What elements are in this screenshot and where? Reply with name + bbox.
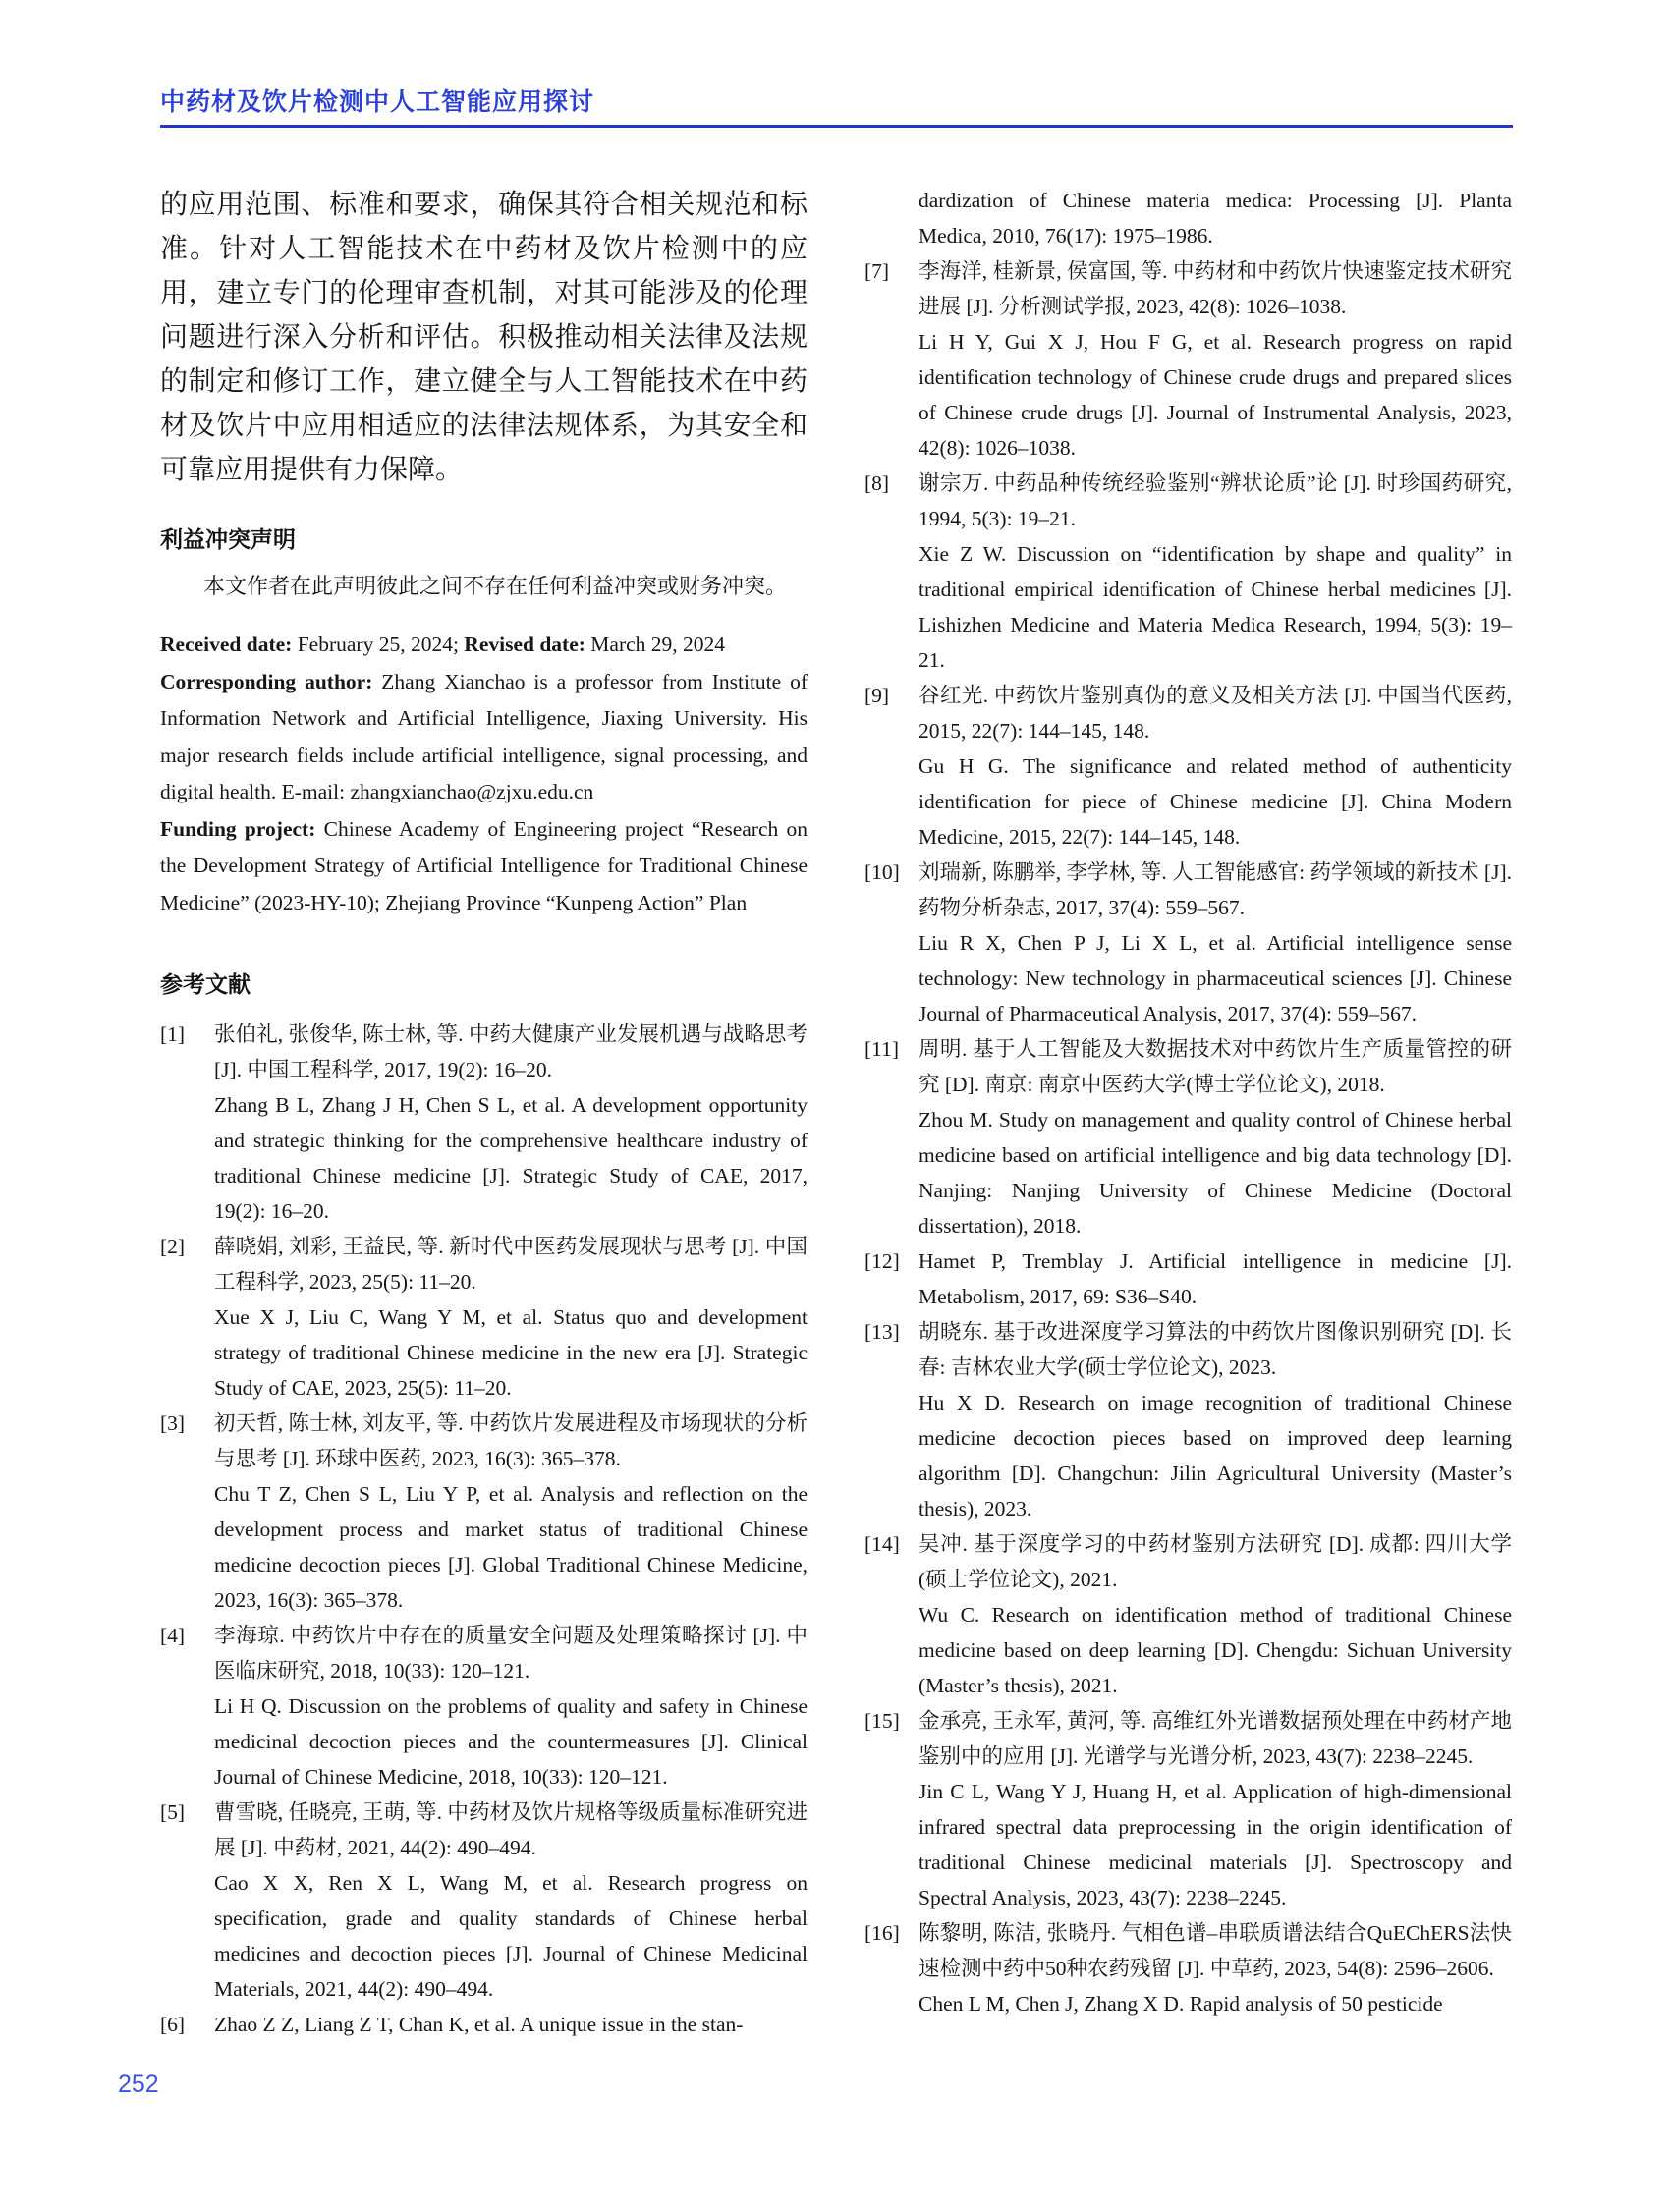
reference-text-en: Jin C L, Wang Y J, Huang H, et al. Application of high-dimensional infrared spectral data preprocessing in the origin identification of traditional Chinese medicinal materials [J]. Spectroscopy and Spectral Analysis, 2023, 43(7): 2238–2245. — [919, 1780, 1512, 1909]
left-column — [160, 183, 808, 2042]
reference-text-en: Li H Y, Gui X J, Hou F G, et al. Research progress on rapid identification technology of Chinese crude drugs and prepared slices of Chinese crude drugs [J]. Journal of Instrumental Analysis, 2023, 42(8): 1026–1038. — [919, 330, 1512, 460]
reference-text-en: Gu H G. The significance and related method of authenticity identification for piece of Chinese medicine [J]. China Modern Medicine, 2015, 22(7): 144–145, 148. — [919, 754, 1512, 849]
page-number: 252 — [118, 2071, 159, 2098]
reference-number: [7] — [864, 259, 890, 283]
reference-text-zh: 李海琼. 中药饮片中存在的质量安全问题及处理策略探讨 [J]. 中医临床研究, 2018, 10(33): 120–121. — [214, 1624, 808, 1683]
revised-date-label: Revised date: — [464, 633, 585, 656]
reference-text-en: Hamet P, Tremblay J. Artificial intelligence in medicine [J]. Metabolism, 2017, 69: S36–S40. — [919, 1249, 1512, 1308]
reference-number: [4] — [160, 1624, 186, 1647]
reference-item — [864, 1526, 1512, 1703]
reference-number: [9] — [864, 684, 890, 707]
reference-list-right — [864, 253, 1512, 2021]
reference-item — [864, 253, 1512, 466]
funding-project-value: Chinese Academy of Engineering project “Research on the Development Strategy of Artificial Intelligence for Traditional Chinese Medicine” (2023-HY-10); Zhejiang Province “Kunpeng Action” Plan — [160, 816, 808, 914]
reference-number: [10] — [864, 860, 900, 884]
corresponding-author-line — [160, 664, 808, 811]
reference-item — [864, 1244, 1512, 1314]
reference-text-en: Wu C. Research on identification method of traditional Chinese medicine based on deep learning [D]. Chengdu: Sichuan University (Master’s thesis), 2021. — [919, 1603, 1512, 1697]
reference-item — [160, 1017, 808, 1229]
reference-text-zh: 曹雪晓, 任晓亮, 王萌, 等. 中药材及饮片规格等级质量标准研究进展 [J]. 中药材, 2021, 44(2): 490–494. — [214, 1800, 808, 1859]
reference-item — [864, 1314, 1512, 1526]
reference-item — [864, 855, 1512, 1031]
reference-text-zh: 谢宗万. 中药品种传统经验鉴别“辨状论质”论 [J]. 时珍国药研究, 1994, 5(3): 19–21. — [919, 471, 1512, 530]
reference-number: [13] — [864, 1320, 900, 1344]
reference-number: [1] — [160, 1023, 186, 1046]
funding-project-line — [160, 811, 808, 922]
reference-text-en: Chu T Z, Chen S L, Liu Y P, et al. Analysis and reflection on the development process and market status of traditional Chinese medicine decoction pieces [J]. Global Traditional Chinese Medicine, 2023, 16(3): 365–378. — [214, 1482, 808, 1612]
two-column-body — [160, 183, 1513, 2042]
reference-text-en: Liu R X, Chen P J, Li X L, et al. Artificial intelligence sense technology: New technology in pharmaceutical sciences [J]. Chinese Journal of Pharmaceutical Analysis, 2017, 37(4): 559–567. — [919, 931, 1512, 1025]
conflict-of-interest-text: 本文作者在此声明彼此之间不存在任何利益冲突或财务冲突。 — [203, 574, 788, 598]
reference-text-en: Zhou M. Study on management and quality control of Chinese herbal medicine based on artificial intelligence and big data technology [D]. Nanjing: Nanjing University of Chinese Medicine (Doctoral dissertation), 2018. — [919, 1108, 1512, 1238]
reference-text-zh: 陈黎明, 陈洁, 张晓丹. 气相色谱–串联质谱法结合QuEChERS法快速检测中药中50种农药残留 [J]. 中草药, 2023, 54(8): 2596–2606. — [919, 1921, 1512, 1980]
reference-number: [8] — [864, 471, 890, 495]
references-heading: 参考文献 — [160, 971, 251, 997]
reference-number: [6] — [160, 2013, 186, 2036]
reference-item — [864, 466, 1512, 678]
body-paragraph: 的应用范围、标准和要求，确保其符合相关规范和标准。针对人工智能技术在中药材及饮片检测中的应用，建立专门的伦理审查机制，对其可能涉及的伦理问题进行深入分析和评估。积极推动相关法律及法规的制定和修订工作，建立健全与人工智能技术在中药材及饮片中应用相适应的法律法规体系，为其安全和可靠应用提供有力保障。 — [160, 190, 808, 485]
reference-text-zh: 吴冲. 基于深度学习的中药材鉴别方法研究 [D]. 成都: 四川大学(硕士学位论文), 2021. — [919, 1532, 1512, 1591]
reference-number: [3] — [160, 1411, 186, 1435]
reference-text-zh: 初天哲, 陈士林, 刘友平, 等. 中药饮片发展进程及市场现状的分析与思考 [J]. 环球中医药, 2023, 16(3): 365–378. — [214, 1411, 808, 1470]
reference-number: [15] — [864, 1709, 900, 1733]
reference-item — [160, 1618, 808, 1795]
reference-text-zh: 张伯礼, 张俊华, 陈士林, 等. 中药大健康产业发展机遇与战略思考 [J]. 中国工程科学, 2017, 19(2): 16–20. — [214, 1023, 808, 1081]
reference-item — [864, 1915, 1512, 2021]
received-date-value: February 25, 2024; — [292, 633, 465, 656]
received-revised-line — [160, 627, 808, 664]
reference-text-en: Xie Z W. Discussion on “identification by shape and quality” in traditional empirical identification of Chinese herbal medicines [J]. Lishizhen Medicine and Materia Medica Research, 1994, 5(3): 19–21. — [919, 542, 1512, 672]
header-rule — [160, 125, 1513, 128]
reference-text-zh: 金承亮, 王永军, 黄河, 等. 高维红外光谱数据预处理在中药材产地鉴别中的应用 [J]. 光谱学与光谱分析, 2023, 43(7): 2238–2245. — [919, 1709, 1512, 1768]
reference-list-left — [160, 1017, 808, 2042]
article-meta — [160, 627, 808, 921]
reference-item — [864, 1031, 1512, 1244]
reference-item — [160, 1229, 808, 1406]
reference-text-en: Li H Q. Discussion on the problems of quality and safety in Chinese medicinal decoction pieces and the countermeasures [J]. Clinical Journal of Chinese Medicine, 2018, 10(33): 120–121. — [214, 1694, 808, 1789]
reference-number: [11] — [864, 1037, 900, 1061]
conflict-of-interest-heading: 利益冲突声明 — [160, 526, 296, 552]
reference-text-en: Cao X X, Ren X L, Wang M, et al. Research progress on specification, grade and quality standards of Chinese herbal medicines and decoction pieces [J]. Journal of Chinese Medicinal Materials, 2021, 44(2): 490–494. — [214, 1871, 808, 2001]
reference-item — [864, 678, 1512, 855]
reference-text-en: Zhang B L, Zhang J H, Chen S L, et al. A development opportunity and strategic thinking for the comprehensive healthcare industry of traditional Chinese medicine [J]. Strategic Study of CAE, 2017, 19(2): 16–20. — [214, 1093, 808, 1223]
running-head — [160, 83, 1513, 128]
reference-text-zh: 刘瑞新, 陈鹏举, 李学林, 等. 人工智能感官: 药学领域的新技术 [J]. 药物分析杂志, 2017, 37(4): 559–567. — [919, 860, 1512, 919]
corresponding-author-value: Zhang Xianchao is a professor from Institute of Information Network and Artificial Intelligence, Jiaxing University. His major research fields include artificial intelligence, signal processing, and digital health. E-mail: zhangxianchao@zjxu.edu.cn — [160, 669, 808, 803]
reference-text-zh: 李海洋, 桂新景, 侯富国, 等. 中药材和中药饮片快速鉴定技术研究进展 [J]. 分析测试学报, 2023, 42(8): 1026–1038. — [919, 259, 1512, 318]
funding-project-label: Funding project: — [160, 816, 316, 841]
reference-number: [16] — [864, 1921, 900, 1945]
reference-text-en: Hu X D. Research on image recognition of traditional Chinese medicine decoction pieces based on improved deep learning algorithm [D]. Changchun: Jilin Agricultural University (Master’s thesis), 2023. — [919, 1391, 1512, 1521]
page-title: 中药材及饮片检测中人工智能应用探讨 — [160, 88, 595, 116]
reference-item — [160, 1406, 808, 1618]
corresponding-author-label: Corresponding author: — [160, 669, 373, 693]
received-date-label: Received date: — [160, 633, 293, 656]
reference-text-zh: 周明. 基于人工智能及大数据技术对中药饮片生产质量管控的研究 [D]. 南京: 南京中医药大学(博士学位论文), 2018. — [919, 1037, 1512, 1096]
reference-text-en: Chen L M, Chen J, Zhang X D. Rapid analysis of 50 pesticide — [919, 1992, 1443, 2016]
right-column — [864, 183, 1512, 2042]
reference-continuation: dardization of Chinese materia medica: Processing [J]. Planta Medica, 2010, 76(17): 1975–1986. — [919, 189, 1512, 248]
reference-text-en: Zhao Z Z, Liang Z T, Chan K, et al. A unique issue in the stan- — [214, 2013, 744, 2036]
reference-item — [864, 1703, 1512, 1915]
revised-date-value: March 29, 2024 — [585, 633, 726, 656]
reference-text-en: Xue X J, Liu C, Wang Y M, et al. Status quo and development strategy of traditional Chinese medicine in the new era [J]. Strategic Study of CAE, 2023, 25(5): 11–20. — [214, 1305, 808, 1400]
reference-text-zh: 胡晓东. 基于改进深度学习算法的中药饮片图像识别研究 [D]. 长春: 吉林农业大学(硕士学位论文), 2023. — [919, 1320, 1512, 1379]
reference-number: [14] — [864, 1532, 900, 1556]
reference-text-zh: 谷红光. 中药饮片鉴别真伪的意义及相关方法 [J]. 中国当代医药, 2015, 22(7): 144–145, 148. — [919, 684, 1512, 743]
reference-number: [12] — [864, 1249, 900, 1273]
reference-item — [160, 1795, 808, 2007]
reference-number: [5] — [160, 1800, 186, 1824]
reference-number: [2] — [160, 1235, 186, 1258]
reference-text-zh: 薛晓娟, 刘彩, 王益民, 等. 新时代中医药发展现状与思考 [J]. 中国工程科学, 2023, 25(5): 11–20. — [214, 1235, 808, 1294]
reference-item — [160, 2007, 808, 2042]
